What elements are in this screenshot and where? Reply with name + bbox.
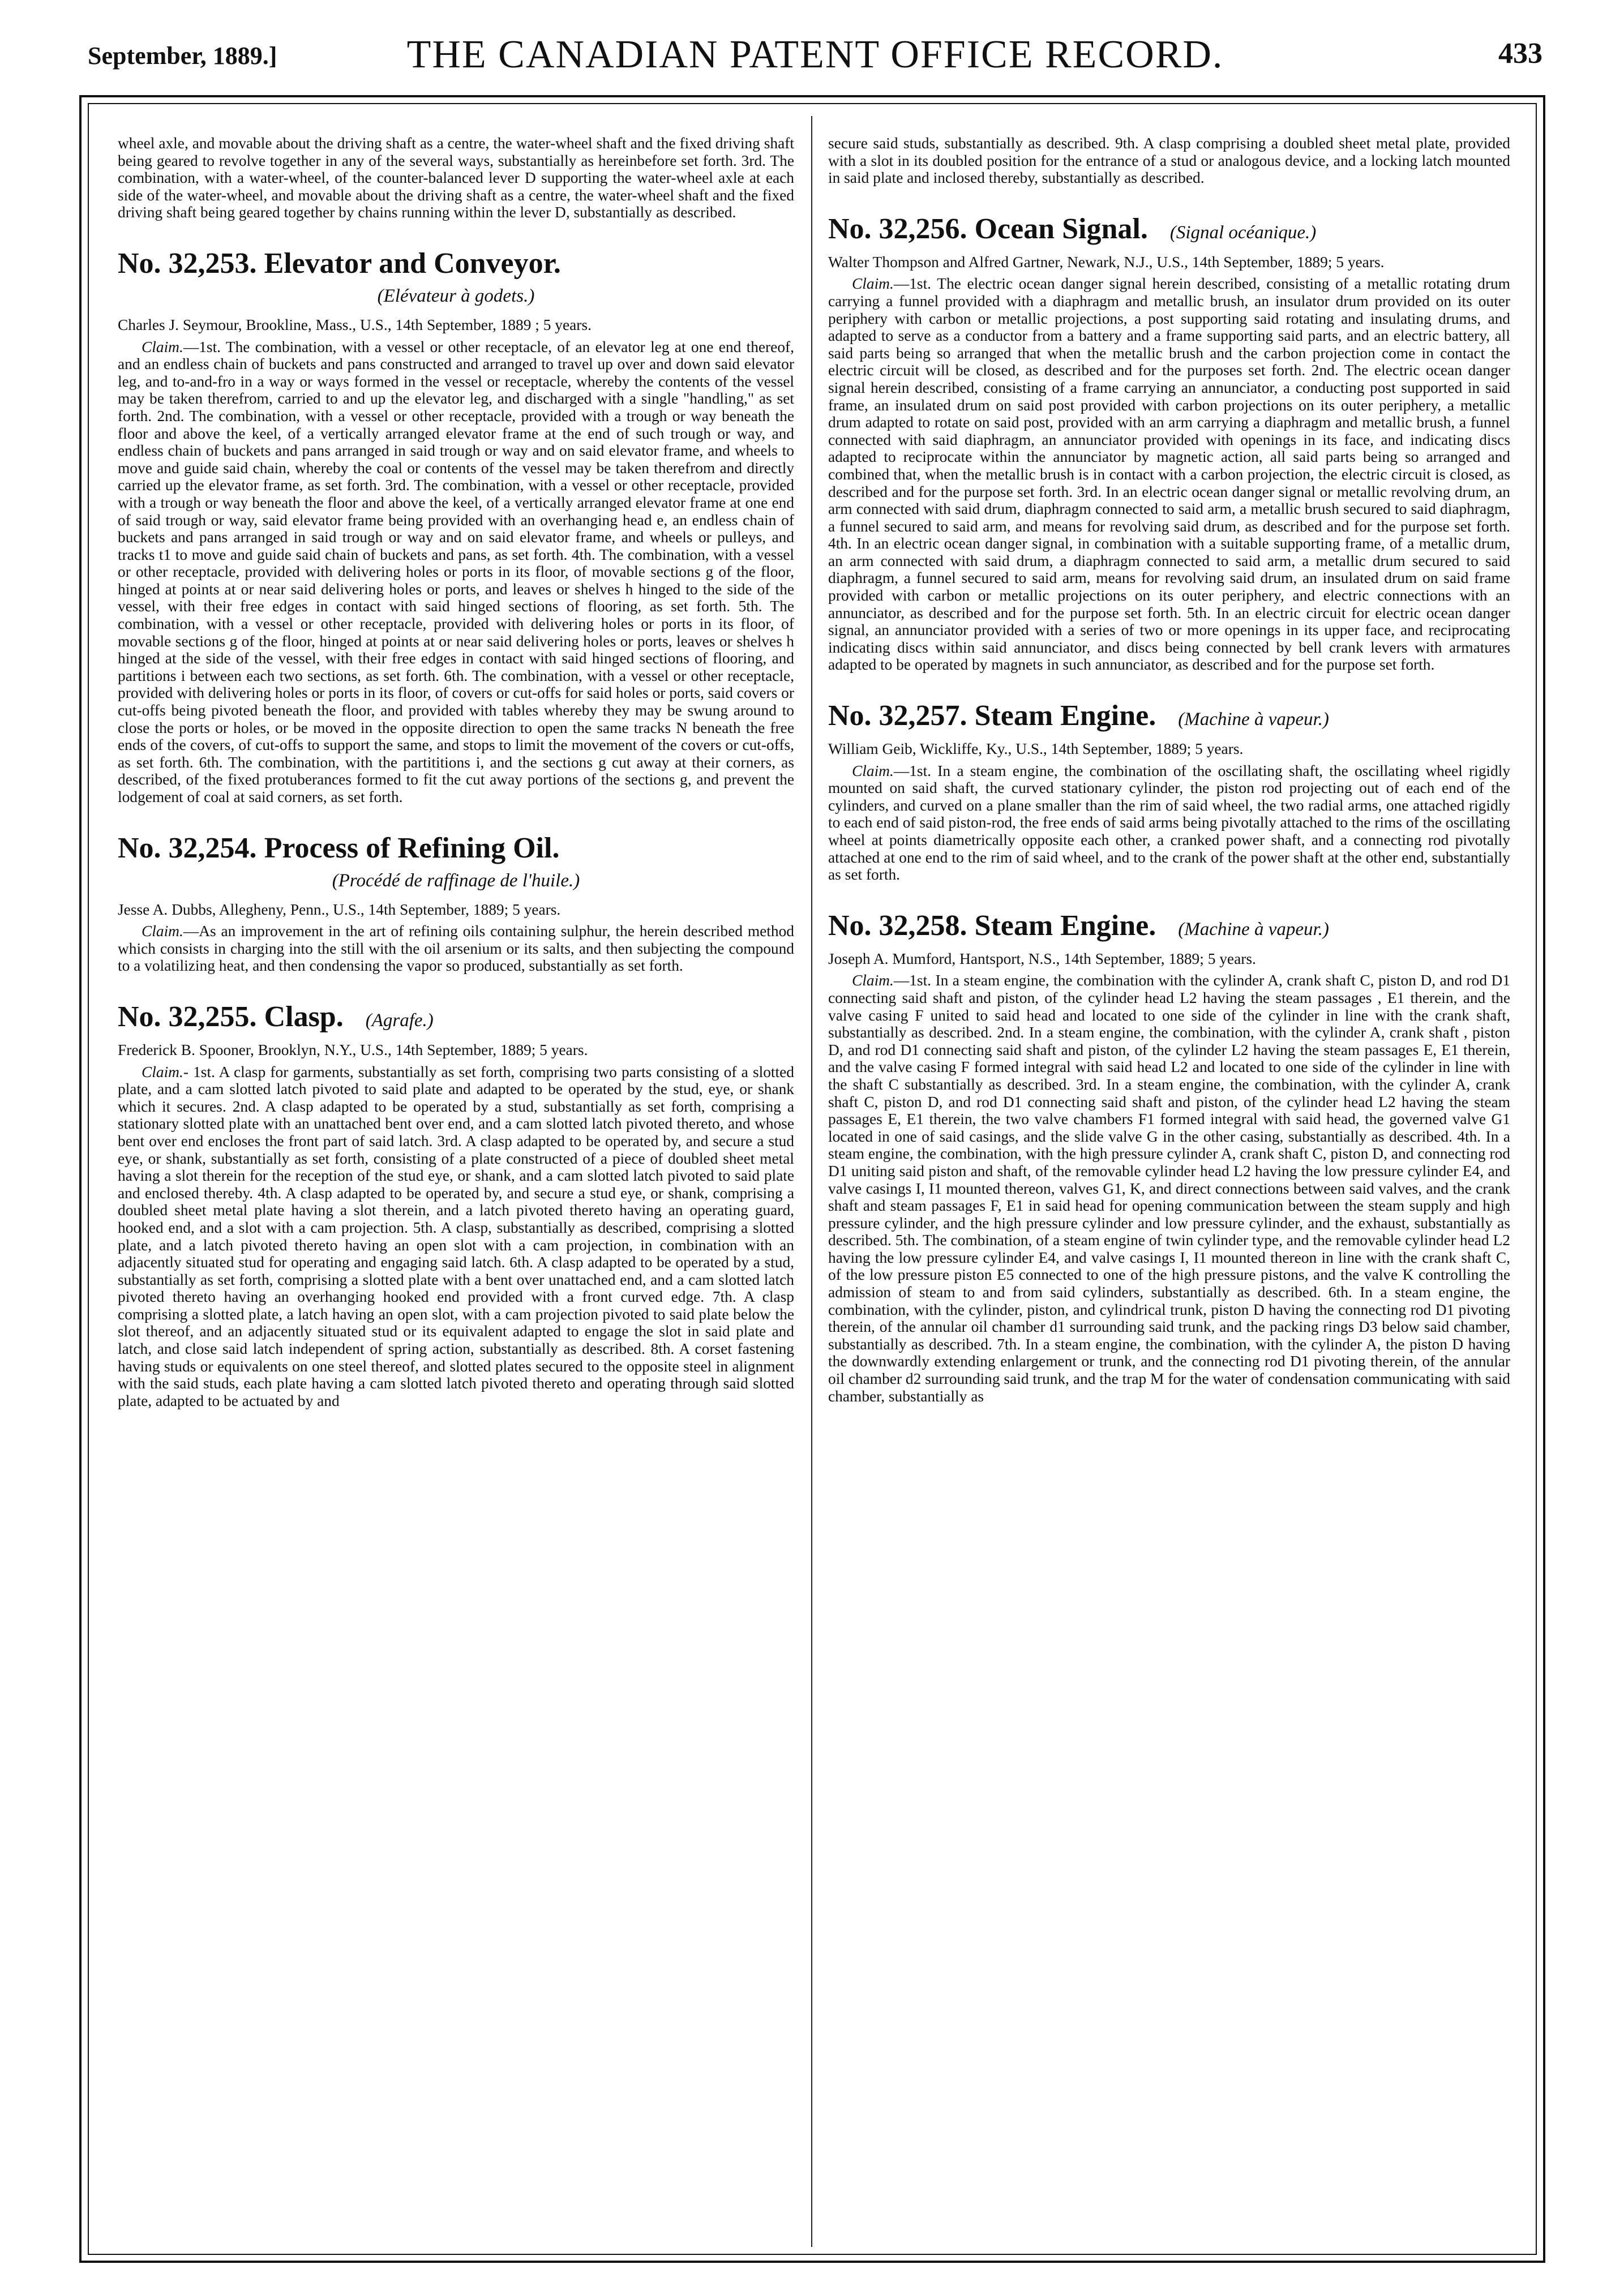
patent-applicant: Charles J. Seymour, Brookline, Mass., U.S., 14th September, 1889 ; 5 years. — [118, 316, 592, 333]
patent-heading-32257 — [828, 698, 1510, 737]
patent-applicant: Frederick B. Spooner, Brooklyn, N.Y., U.S., 14th September, 1889; 5 years. — [118, 1041, 588, 1058]
claim-text: —1st. The combination, with a vessel or other receptacle, of an elevator leg at one end thereof, and an endless chain of buckets and pans constructed and arranged to travel up over and down said elevator leg, and to-and-fro in a way or ways formed in the vessel or receptacle, whereby the contents of the vessel may be taken therefrom, carried to and up the elevator leg, and discharged with a single "handling," as set forth. 2nd. The combination, with a vessel or other receptacle, provided with a trough or way beneath the floor and above the keel, of a vertically arranged elevator frame at the end of such trough or way, and endless chain of buckets and pans arranged in said trough or way and on said elevator frame, and wheels to move and guide said chain, whereby the coal or contents of the vessel may be taken therefrom and directly carried up the elevator frame, as set forth. 3rd. The combination, with a vessel or other receptacle, provided with a trough or way beneath the floor and above the keel, of a vertically arranged elevator frame at one end of said trough or way, said elevator frame being provided with an overhanging head e, an endless chain of buckets and pans arranged in said trough or way and on said elevator frame, and wheels or pulleys, and tracks t1 to move and guide said chain of buckets and pans, as set forth. 4th. The combination, with a vessel or other receptacle, provided with delivering holes or ports in its floor, of movable sections g of the floor, hinged at points at or near said delivering holes or ports, and leaves or shelves h hinged to the side of the vessel, with their free edges in contact with said hinged sections of flooring, as set forth. 5th. The combination, with a vessel or other receptacle, provided with delivering holes or ports in its floor, of movable sections g of the floor, hinged at points at or near said delivering holes or ports, leaves or shelves h hinged at the side of the vessel, with their free edges in contact with said hinged sections of flooring, and partitions i between each two sections, as set forth. 6th. The combination, with a vessel or other receptacle, provided with delivering holes or ports in its floor, of covers or cut-offs for said holes or ports, said covers or cut-offs being pivoted beneath the floor, and provided with tables whereby they may be swung around to close the ports or holes, or be moved in the opposite direction to open the same tracks N beneath the free ends of the covers, of cut-offs to support the same, and stops to limit the movement of the covers or cut-offs, as set forth. 6th. The combination, with the partititions i, and the sections g cut away at their corners, as described, of the fixed protuberances formed to fit the cut away portions of the sections g, and prevent the lodgement of coal at said corners, as set forth. — [118, 338, 794, 805]
patent-heading-32256 — [828, 212, 1510, 250]
patent-number: No. 32,255. — [118, 1000, 257, 1033]
claim-label: Claim. — [142, 923, 183, 940]
header-date: September, 1889.] — [88, 42, 277, 70]
left-column — [118, 135, 794, 2246]
patent-claim — [828, 972, 1510, 1405]
patent-french-title: (Agrafe.) — [365, 1010, 434, 1031]
patent-title: Elevator and Conveyor. — [264, 247, 561, 280]
patent-claim — [118, 923, 794, 975]
patent-french-title: (Machine à vapeur.) — [1178, 709, 1329, 730]
page-header — [88, 25, 1542, 91]
patent-applicant: Walter Thompson and Alfred Gartner, Newark, N.J., U.S., 14th September, 1889; 5 years. — [828, 253, 1385, 271]
patent-applicant: Jesse A. Dubbs, Allegheny, Penn., U.S., 14th September, 1889; 5 years. — [118, 900, 561, 918]
patent-number: No. 32,258. — [828, 909, 967, 942]
claim-label: Claim. — [142, 1063, 183, 1080]
patent-applicant: Joseph A. Mumford, Hantsport, N.S., 14th September, 1889; 5 years. — [828, 950, 1256, 967]
patent-number: No. 32,257. — [828, 700, 967, 732]
continuation-text: wheel axle, and movable about the driving shaft as a centre, the water-wheel shaft and the fixed driving shaft being geared to revolve together in any of the several ways, substantially as hereinbefore set forth. 3rd. The combination, with a water-wheel, of the counter-balanced lever D supporting the water-wheel axle at each side of the water-wheel, and movable about the driving shaft as a centre, the water-wheel shaft and the fixed driving shaft being geared together by chains running within the lever D, substantially as described. — [118, 135, 794, 221]
patent-claim — [118, 1064, 794, 1410]
patent-claim — [828, 762, 1510, 884]
patent-title: Process of Refining Oil. — [264, 831, 560, 864]
right-column — [828, 135, 1510, 2246]
patent-french-title: (Elévateur à godets.) — [377, 285, 535, 306]
patent-title: Ocean Signal. — [974, 212, 1148, 245]
claim-text: —As an improvement in the art of refining oils containing sulphur, the herein described method which consists in charging into the still with the oil arsenium or its salts, and then subjecting the compound to a volatilizing heat, and then condensing the vapor so produced, substantially as set forth. — [118, 923, 794, 975]
patent-title: Steam Engine. — [974, 700, 1156, 732]
claim-label: Claim. — [142, 338, 183, 355]
patent-french-title: (Machine à vapeur.) — [1178, 919, 1329, 940]
patent-title: Steam Engine. — [974, 909, 1156, 942]
claim-text: —1st. The electric ocean danger signal herein described, consisting of a metallic rotating drum carrying a funnel provided with a diaphragm and metallic brush, an insulator drum provided on its outer periphery with carbon or metallic projections, a post supporting said rotating and insulating drums, and adapted to serve as a conductor from a battery and a frame supporting said parts, and an electric battery, all said parts being so arranged that when the metallic brush and the carbon projection come in contact the electric circuit will be closed, as described and for the purposes set forth. 2nd. The electric ocean danger signal herein described, consisting of a frame carrying an annunciator, a conducting post supported in said frame, an insulated drum on said post provided with carbon projections on its outer periphery, a metallic drum adapted to rotate on said post, provided with an arm carrying a diaphragm and metallic brush, a funnel connected with said diaphragm, an annunciator provided with openings in its face, and indicating discs adapted to reciprocate within the annunciator by magnetic action, all said parts being so arranged and combined that, when the metallic brush is in contact with a carbon projection, the electric circuit is closed, as described and for the purpose set forth. 3rd. In an electric ocean danger signal or metallic revolving drum, an arm connected with said drum, diaphragm connected to said arm, a metallic brush secured to said diaphragm, a funnel secured to said arm, and means for revolving said drum, as described and for the purpose set forth. 4th. In an electric ocean danger signal, in combination with a suitable supporting frame, of a metallic drum, an arm connected with said drum, a diaphragm connected to said arm, a metallic drum secured to said diaphragm, a funnel secured to said arm, means for revolving said drum, an insulated drum on said frame provided with carbon or metallic projections on its outer periphery, and electric connections with an annunciator, as described and for the purpose set forth. 5th. In an electric circuit for electric ocean danger signal, an annunciator provided with a series of two or more openings in its upper face, and reciprocating indicating discs within said annunciator, and discs being connected by bell crank levers with armatures adapted to be operated by magnets in such annunciator, as described and for the purpose set forth. — [828, 275, 1510, 674]
patent-applicant: William Geib, Wickliffe, Ky., U.S., 14th September, 1889; 5 years. — [828, 740, 1244, 758]
patent-claim — [118, 338, 794, 806]
page-number: 433 — [1498, 37, 1542, 70]
claim-label: Claim. — [852, 972, 894, 989]
claim-text: —1st. In a steam engine, the combination with the cylinder A, crank shaft C, piston D, and rod D1 connecting said shaft and piston, of the cylinder head L2 having the steam passages , E1 therein, and the valve casing F united to said head and located to one side of the cylinder in line with the crank shaft, substantially as described. 2nd. In a steam engine, the combination, with the cylinder A, crank shaft , piston D, and rod D1 connecting said shaft and piston, of the cylinder L2 having the steam passages E, E1 therein, and the valve casing F formed integral with said head L2 and located to one side of the cylinder in line with the shaft C substantially as described. 3rd. In a steam engine, the combination, with the cylinder A, crank shaft C, piston D, and rod D1 connecting said shaft and piston, of the cylinder head L2 having the steam passages E, E1 therein, the two valve chambers F1 formed integral with said head, the governed valve G1 located in one of said casings, and the slide valve G in the other casing, substantially as described. 4th. In a steam engine, the combination, with the high pressure cylinder A, crank shaft C, piston D, and connecting rod D1 uniting said piston and shaft, of the removable cylinder head L2 having the low pressure cylinder E4, and valve casings I, I1 mounted thereon, valves G1, K, and direct connections between said valves, and the crank shaft and steam passages F, E1 in said head for opening communication between the steam supply and high pressure cylinder, and the high pressure cylinder and low pressure cylinder, and the exhaust, substantially as described. 5th. The combination, of a steam engine of twin cylinder type, and the removable cylinder head L2 having the low pressure cylinder E4, and valve casings I, I1 mounted thereon in line with the crank shaft C, of the low pressure piston E5 connected to one of the high pressure pistons, and the valve K controlling the admission of steam to and from said cylinders, substantially as described. 6th. In a steam engine, the combination, with the cylinder, piston, and cylindrical trunk, piston D having the connecting rod D1 pivoting therein, of the annular oil chamber d1 surrounding said trunk, and the packing rings D3 below said chamber, substantially as described. 7th. In a steam engine, the combination, with the cylinder A, the piston D having the downwardly extending enlargement or trunk, and the connecting rod D1 pivoting therein, of the annular oil chamber d2 surrounding said trunk, and the trap M for the water of condensation communicating with said chamber, substantially as — [828, 972, 1510, 1405]
patent-heading-32258 — [828, 908, 1510, 947]
patent-title: Clasp. — [264, 1000, 344, 1033]
patent-heading-32255 — [118, 1000, 794, 1038]
patent-number: No. 32,256. — [828, 212, 967, 245]
patent-heading-32254 — [118, 831, 794, 866]
claim-label: Claim. — [852, 275, 894, 293]
claim-text: - 1st. A clasp for garments, substantially as set forth, comprising two parts consisting of a slotted plate, and a cam slotted latch pivoted to said plate and adapted to be operated by the stud, eye, or shank which it secures. 2nd. A clasp adapted to be operated by a stud, substantially as set forth, comprising a stationary slotted plate with an unattached bent over end, and a cam slotted latch pivoted thereto, and whose bent over end encloses the front part of said latch. 3rd. A clasp adapted to be operated by, and secure a stud eye, or shank, substantially as set forth, consisting of a plate constructed of a piece of doubled sheet metal having a slot therein for the reception of the stud eye, or shank, and a cam slotted latch pivoted to said plate and enclosed thereby. 4th. A clasp adapted to be operated by, and secure a stud eye, or shank, comprising a doubled sheet metal plate having a slot therein, and a latch pivoted thereto having an operating guard, hooked end, and a slot with a cam projection. 5th. A clasp, substantially as described, comprising a slotted plate, and a latch pivoted thereto having an open slot with a cam projection, in combination with an adjacently situated stud for operating and engaging said latch. 6th. A clasp adapted to be operated by a stud, substantially as set forth, comprising a slotted plate with a bent over unattached end, and a cam slotted latch pivoted thereto having an overhanging hooked end provided with a front curved edge. 7th. A clasp comprising a slotted plate, a latch having an open slot, with a cam projection pivoted to said plate below the slot thereof, and an adjacently situated stud or its equivalent adapted to engage the slot in said plate and latch, and close said latch independent of spring action, substantially as described. 8th. A corset fastening having studs or equivalents on one steel thereof, and slotted plates secured to the opposite steel in alignment with the said studs, each plate having a cam slotted latch pivoted thereto and operating through said slotted plate, adapted to be actuated by and — [118, 1063, 794, 1409]
header-title: THE CANADIAN PATENT OFFICE RECORD. — [406, 33, 1224, 76]
claim-label: Claim. — [852, 762, 894, 779]
patent-heading-32253 — [118, 246, 794, 281]
patent-number: No. 32,254. — [118, 831, 257, 864]
patent-number: No. 32,253. — [118, 247, 257, 280]
patent-french-title: (Signal océanique.) — [1169, 222, 1317, 243]
column-divider — [811, 116, 812, 2247]
claim-text: —1st. In a steam engine, the combination of the oscillating shaft, the oscillating wheel rigidly mounted on said shaft, the curved stationary cylinder, the piston rod projecting out of each end of the cylinders, and curved on a plane smaller than the rim of said wheel, the two radial arms, one attached rigidly to each end of said piston-rod, the free ends of said arms being pivotally attached to the rims of the oscillating wheel at points diametrically opposite each other, a cranked power shaft, and a connecting rod pivotally attached at one end to the rim of said wheel, and to the crank of the power shaft at the other end, substantially as set forth. — [828, 762, 1510, 884]
patent-claim — [828, 275, 1510, 674]
patent-french-title: (Procédé de raffinage de l'huile.) — [332, 870, 580, 891]
continuation-text: secure said studs, substantially as described. 9th. A clasp comprising a doubled sheet metal plate, provided with a slot in its doubled position for the entrance of a stud or analogous device, and a locking latch mounted in said plate and inclosed thereby, substantially as described. — [828, 135, 1510, 187]
